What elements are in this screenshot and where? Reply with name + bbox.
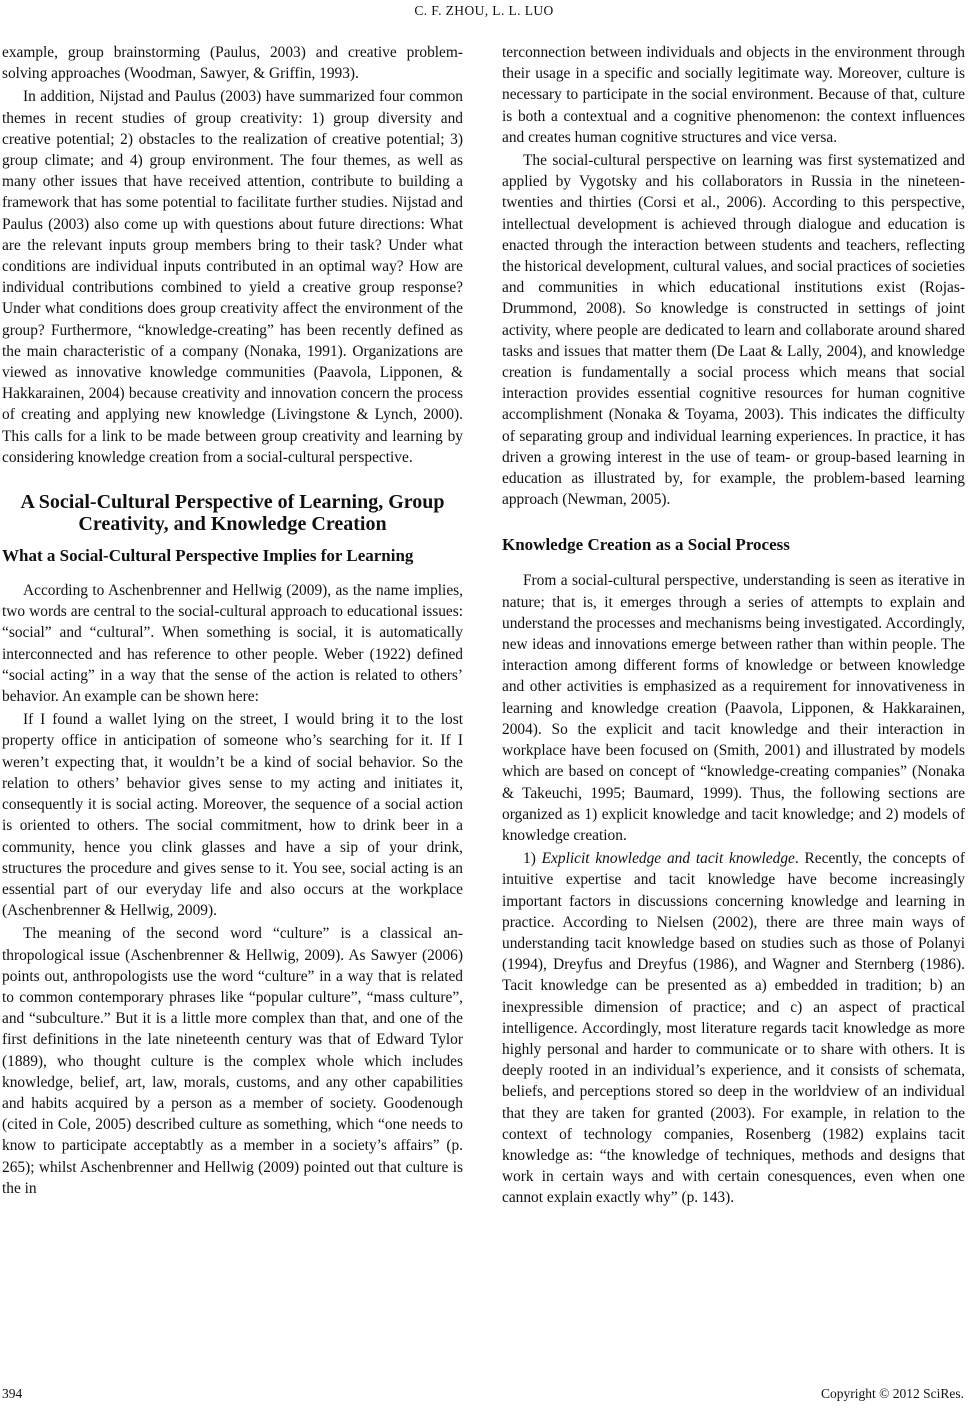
left-column [2,42,463,1199]
paragraph: The meaning of the second word “culture” is a classical anthropological issue (Aschenbrenner & Hellwig, 2009). As Sawyer (2006) points out, anthropologists use the word “culture” in a way that is related to common contemporary phrases like “popular culture”, “mass culture”, and “subculture.” But it is a little more complex than that, and one of the first definitions in the late nineteenth century was that of Edward Tylor (1889), who thought culture is the complex whole which includes knowledge, belief, art, law, morals, customs, and any other capabilities and habits acquired by a person as a member of society. Goodenough (cited in Cole, 2005) described culture as something, which “one needs to know to participate acceptabtly as a member in a society’s affairs” (p. 265); whilst Aschenbrenner and Hellwig (2009) pointed out that culture is the in [2,925,463,1197]
paragraph: terconnection between individuals and objects in the environment through their usage in a specific and socially legitimate way. Moreover, culture is necessary to participate in the social environment. Because of that, culture is both a contextual and a cognitive phenomenon: the context influences and creates human cognitive structures and vice versa. [502,44,965,146]
right-column [502,42,965,1209]
paragraph-text: . Recently, the concepts of intuitive expertise and tacit knowledge have become increasingly important factors in discussions concerning knowledge and learning in practice. According to Nielsen (2002), there are three main ways of understanding tacit knowledge based on studies such as those of Polanyi (1994), Dreyfus and Dreyfus (1986), and Wagner and Sternberg (1986). Tacit knowledge can be presented as a) embedded in tradition; b) an inexpressible dimension of practice; and c) an aspect of practical intelligence. Accordingly, most literature regards tacit knowledge as more highly personal and harder to communicate or to share with others. It is deeply rooted in an individual’s experience, and it consists of schemata, beliefs, and perceptions stored so deep in the worldview of an individual that they are taken for granted (2003). For example, in relation to the context of technology companies, Rosenberg (1982) explains tacit knowledge as: “the knowledge of techniques, methods and designs that work in certain ways and with certain conesquences, even when one cannot explain exactly why” (p. 143). [502,850,965,1207]
paragraph: From a social-cultural perspective, understanding is seen as iterative in nature; that is, it emerges through a series of attempts to explain and understand the processes and mechanisms being investigated. Accordingly, new ideas and innovations emerge between rather than within people. The interaction among different forms of knowledge or between knowledge and other activities is emphasized as a requirement for innovativeness in learning and knowledge creation (Paavola, Lipponen, & Hakkarainen, 2004). So the explicit and tacit knowledge and their interaction in workplace have been focused on (Smith, 2001) and illustrated by models which are based on concept of “knowledge-creating companies” (Nonaka & Takeuchi, 1995; Baumard, 1999). Thus, the following sections are organized as 1) explicit knowledge and tacit knowledge; and 2) models of knowledge creation. [502,572,965,844]
page-number: 394 [2,1386,23,1401]
paragraph: If I found a wallet lying on the street, I would bring it to the lost property office in anticipation of someone who’s searching for it. If I weren’t expecting that, it wouldn’t be a kind of social behavior. So the relation to others’ behavior gives sense to my acting and initiates it, consequently it is social acting. Moreover, the sequence of a social action is oriented to others. The social commitment, how to drink beer in a community, hence you clink glasses and have a sip of your drink, structures the procedure and gives sense to it. You see, social acting is an essential part of our everyday life and also occurs at the workplace (Aschenbrenner & Hellwig, 2009). [2,711,463,920]
paragraph: In addition, Nijstad and Paulus (2003) have summarized four common themes in recent studies of group creativity: 1) group diversity and creative potential; 2) obstacles to the realization of creative potential; 3) group climate; and 4) group environment. The four themes, as well as many other issues that have received attention, contribute to building a framework that has some potential to facilitate further studies. Nijstad and Paulus (2003) also come up with questions about future directions: What are the relevant inputs group members bring to their task? Under what conditions are individual inputs contributed in an optimal way? How are individual contributions combined to yield a creative group response? Under what conditions does group creativity affect the environment of the group? Furthermore, “knowledge-creating” has been recently defined as the main characteristic of a company (Nonaka, 1991). Organizations are viewed as innovative knowledge communities (Paavola, Lipponen, & Hakkarainen, 2004) because creativity and innovation concern the process of creating and applying new knowledge (Livingstone & Lynch, 2000). This calls for a link to be made between group creativity and learning by considering knowledge creation from a social-cultural perspective. [2,88,463,466]
subsection-heading: What a Social-Cultural Perspective Implies for Learning [2,546,414,566]
inline-heading: Explicit knowledge and tacit knowledge [541,850,795,868]
paragraph: The social-cultural perspective on learning was first systematized and applied by Vygotsky and his collaborators in Russia in the nineteen-twenties and thirties (Corsi et al., 2006). According to this perspective, intellectual development is achieved through dialogue and education is enacted through the interaction between students and teachers, reflecting the historical development, cultural values, and social practices of societies and communities in which educational institutions exist (Rojas-Drummond, 2008). So knowledge is constructed in settings of joint activity, where people are dedicated to learn and collaborate around shared tasks and issues that matter them (De Laat & Lally, 2004), and knowledge creation is fundamentally a social process which means that social interaction provides essential cognitive resources for human cognitive accomplishment (Nonaka & Toyama, 2003). This indicates the difficulty of separating group and individual learning experiences. In practice, it has driven a growing interest in the use of team- or group-based learning in education as illustrated by, for example, the problem-based learning approach (Newman, 2005). [502,152,965,509]
running-head: C. F. ZHOU, L. L. LUO [414,3,554,18]
paragraph: example, group brainstorming (Paulus, 2003) and creative problem-solving approaches (Woodman, Sawyer, & Griffin, 1993). [2,44,463,83]
paragraph: According to Aschenbrenner and Hellwig (2009), as the name implies, two words are central to the social-cultural approach to educational issues: “social” and “cultural”. When something is social, it is automatically interconnected and has reference to other people. Weber (1922) defined “social acting” in a way that the sense of the action is related to others’ behavior. An example can be shown here: [2,582,463,706]
subsection-heading: Knowledge Creation as a Social Process [502,535,790,555]
paragraph [502,848,965,1208]
copyright-notice: Copyright © 2012 SciRes. [820,1386,964,1401]
paragraph-lead: 1) [523,850,542,868]
section-heading: A Social-Cultural Perspective of Learning, Group Creativity, and Knowledge Creation [20,491,445,536]
